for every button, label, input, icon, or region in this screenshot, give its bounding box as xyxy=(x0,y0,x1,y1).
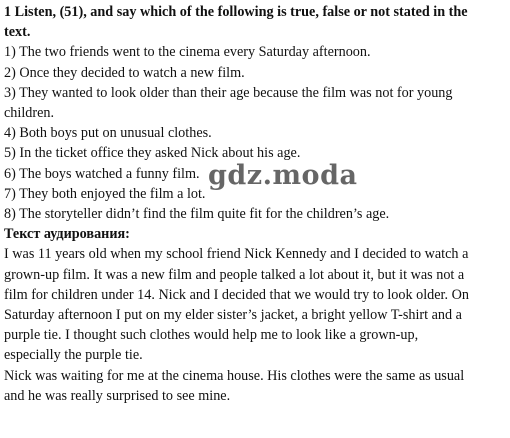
transcript-heading: Текст аудирования: xyxy=(4,226,130,243)
transcript-line-2: grown-up film. It was a new film and people talked a lot about it, but it was not a xyxy=(4,266,465,283)
statement-7: 7) They both enjoyed the film a lot. xyxy=(4,185,206,202)
transcript-line-7: Nick was waiting for me at the cinema house. His clothes were the same as usual xyxy=(4,367,465,384)
task-heading-line-2: text. xyxy=(4,24,31,41)
task-heading-line-1: 1 Listen, (51), and say which of the following is true, false or not stated in the xyxy=(4,4,468,20)
site-watermark: gdz.moda xyxy=(208,160,358,191)
statement-6: 6) The boys watched a funny film. xyxy=(4,165,200,182)
statement-8: 8) The storyteller didn’t find the film quite fit for the children’s age. xyxy=(4,206,390,223)
transcript-line-3: film for children under 14. Nick and I decided that we would try to look older. On xyxy=(4,286,469,303)
transcript-line-5: purple tie. I thought such clothes would help me to look like a grown-up, xyxy=(4,327,419,344)
transcript-line-8: and he was really surprised to see mine. xyxy=(4,387,231,404)
transcript-line-6: especially the purple tie. xyxy=(4,347,143,364)
transcript-line-1: I was 11 years old when my school friend Nick Kennedy and I decided to watch a xyxy=(4,246,469,263)
statement-5: 5) In the ticket office they asked Nick about his age. xyxy=(4,145,301,162)
statement-4: 4) Both boys put on unusual clothes. xyxy=(4,125,212,142)
statement-2: 2) Once they decided to watch a new film. xyxy=(4,64,245,81)
transcript-line-4: Saturday afternoon I put on my elder sister’s jacket, a bright yellow T-shirt and a xyxy=(4,307,462,324)
statement-3-continued: children. xyxy=(4,105,55,122)
statement-3: 3) They wanted to look older than their age because the film was not for young xyxy=(4,84,453,101)
statement-1: 1) The two friends went to the cinema every Saturday afternoon. xyxy=(4,44,371,61)
exercise-page xyxy=(4,2,504,406)
